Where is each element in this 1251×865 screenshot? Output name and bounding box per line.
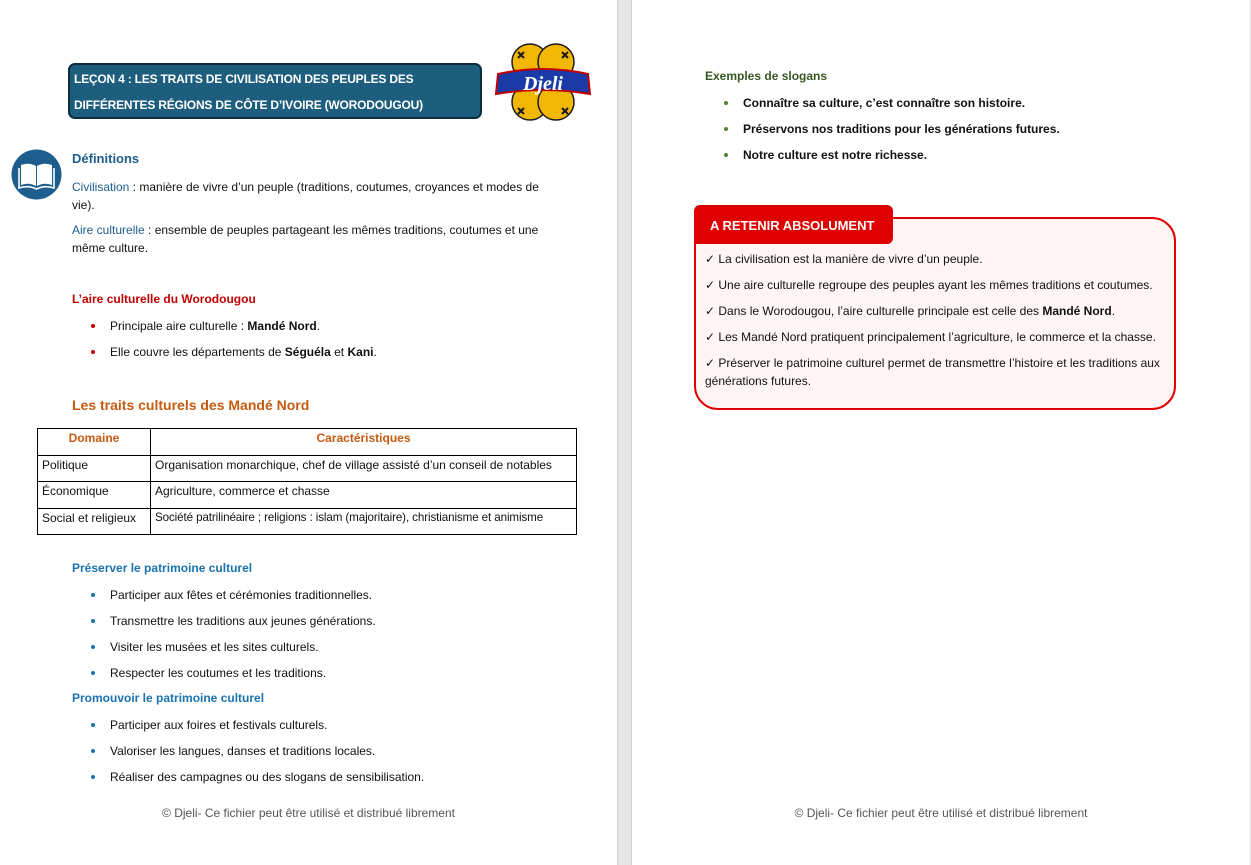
- list-item: Elle couvre les départements de Séguéla et Kani.: [72, 343, 377, 369]
- list-item: Transmettre les traditions aux jeunes générations.: [72, 612, 376, 638]
- table-row: [38, 482, 577, 509]
- aire-list: [72, 317, 377, 369]
- list-item: ✓ Dans le Worodougou, l’aire culturelle principale est celle des Mandé Nord.: [705, 304, 1116, 318]
- retenir-label: A RETENIR ABSOLUMENT: [694, 205, 893, 244]
- table-header: Caractéristiques: [151, 429, 577, 456]
- list-item: Connaître sa culture, c’est connaître son histoire.: [705, 94, 1060, 120]
- slogans-list: [705, 94, 1060, 172]
- slogans-heading: Exemples de slogans: [705, 69, 828, 83]
- list-item: Participer aux fêtes et cérémonies traditionnelles.: [72, 586, 376, 612]
- djeli-logo: [494, 40, 592, 126]
- book-icon: [11, 149, 62, 200]
- table-row: [38, 508, 577, 535]
- list-item: Notre culture est notre richesse.: [705, 146, 1060, 172]
- list-item: ✓ Préserver le patrimoine culturel permet de transmettre l’histoire et les traditions aux générations futures.: [705, 356, 1160, 388]
- definition-civilisation: [72, 178, 552, 214]
- table-cell: Agriculture, commerce et chasse: [151, 482, 577, 509]
- list-item: Réaliser des campagnes ou des slogans de sensibilisation.: [72, 768, 424, 794]
- table-header: Domaine: [38, 429, 151, 456]
- list-item: Visiter les musées et les sites culturels.: [72, 638, 376, 664]
- traits-heading: Les traits culturels des Mandé Nord: [72, 397, 310, 413]
- table-cell: Société patrilinéaire ; religions : islam (majoritaire), christianisme et animisme: [151, 508, 577, 535]
- table-header-row: [38, 429, 577, 456]
- list-item: ✓ Une aire culturelle regroupe des peuples ayant les mêmes traditions et coutumes.: [705, 278, 1153, 292]
- lesson-title: LEÇON 4 : LES TRAITS DE CIVILISATION DES PEUPLES DES DIFFÉRENTES RÉGIONS DE CÔTE D’IVOIRE (WORODOUGOU): [68, 63, 482, 119]
- definition-text: : ensemble de peuples partageant les mêmes traditions, coutumes et une même culture.: [72, 223, 539, 255]
- list-item: ✓ La civilisation est la manière de vivre d’un peuple.: [705, 252, 983, 266]
- traits-table: [37, 428, 577, 535]
- table-cell: Organisation monarchique, chef de village assisté d’un conseil de notables: [151, 455, 577, 482]
- table-row: [38, 455, 577, 482]
- aire-heading: L’aire culturelle du Worodougou: [72, 292, 256, 306]
- list-item: Valoriser les langues, danses et traditions locales.: [72, 742, 424, 768]
- list-item: ✓ Les Mandé Nord pratiquent principalement l’agriculture, le commerce et la chasse.: [705, 330, 1156, 344]
- table-cell: Politique: [38, 455, 151, 482]
- preserver-list: [72, 586, 376, 690]
- definition-text: : manière de vivre d’un peuple (traditions, coutumes, croyances et modes de vie).: [72, 180, 539, 212]
- page-footer: © Djeli- Ce fichier peut être utilisé et distribué librement: [162, 806, 455, 820]
- definitions-heading: Définitions: [72, 151, 140, 166]
- table-cell: Économique: [38, 482, 151, 509]
- document-page-1: [0, 0, 617, 865]
- definition-term: Civilisation: [72, 180, 130, 194]
- table-cell: Social et religieux: [38, 508, 151, 535]
- preserver-heading: Préserver le patrimoine culturel: [72, 561, 253, 575]
- promouvoir-list: [72, 716, 424, 794]
- definition-aire-culturelle: [72, 221, 552, 257]
- promouvoir-heading: Promouvoir le patrimoine culturel: [72, 691, 265, 705]
- logo-text: Djeli: [523, 73, 563, 95]
- list-item: Participer aux foires et festivals culturels.: [72, 716, 424, 742]
- list-item: Principale aire culturelle : Mandé Nord.: [72, 317, 377, 343]
- list-item: Respecter les coutumes et les traditions.: [72, 664, 376, 690]
- retenir-list: [705, 250, 1171, 398]
- list-item: Préservons nos traditions pour les générations futures.: [705, 120, 1060, 146]
- page-footer: © Djeli- Ce fichier peut être utilisé et distribué librement: [794, 806, 1088, 820]
- page-gap: [617, 0, 632, 865]
- definition-term: Aire culturelle: [72, 223, 145, 237]
